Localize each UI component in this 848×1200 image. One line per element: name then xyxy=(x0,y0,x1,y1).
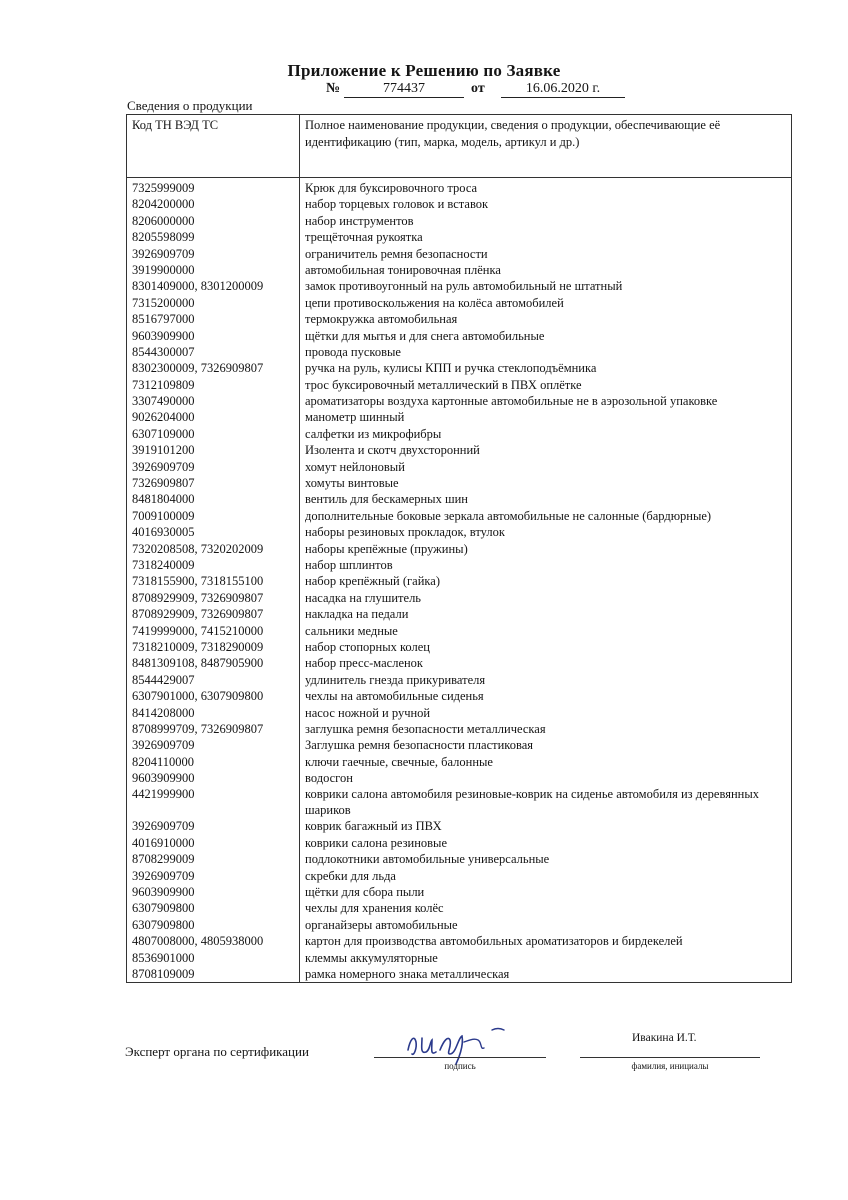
product-name: набор крепёжный (гайка) xyxy=(300,573,792,589)
product-name: водосгон xyxy=(300,770,792,786)
product-code: 8708299009 xyxy=(127,851,300,867)
product-name: хомуты винтовые xyxy=(300,475,792,491)
section-label: Сведения о продукции xyxy=(127,98,253,113)
product-code: 3919900000 xyxy=(127,262,300,278)
product-name: насадка на глушитель xyxy=(300,590,792,606)
product-name: набор инструментов xyxy=(300,213,792,229)
products-table xyxy=(126,114,792,983)
product-name: чехлы на автомобильные сиденья xyxy=(300,688,792,704)
table-row xyxy=(127,770,792,786)
product-name: цепи противоскольжения на колёса автомобилей xyxy=(300,295,792,311)
product-code: 7009100009 xyxy=(127,508,300,524)
product-code: 3926909709 xyxy=(127,737,300,753)
product-code: 7312109809 xyxy=(127,377,300,393)
table-row xyxy=(127,966,792,983)
product-code: 3926909709 xyxy=(127,459,300,475)
product-code: 8414208000 xyxy=(127,705,300,721)
product-code: 8205598099 xyxy=(127,229,300,245)
product-name: трос буксировочный металлический в ПВХ оплётке xyxy=(300,377,792,393)
number-sign: № xyxy=(326,81,341,96)
product-code: 7325999009 xyxy=(127,178,300,197)
product-name: набор стопорных колец xyxy=(300,639,792,655)
product-name: удлинитель гнезда прикуривателя xyxy=(300,672,792,688)
product-code: 8708109009 xyxy=(127,966,300,983)
table-row xyxy=(127,393,792,409)
table-row xyxy=(127,835,792,851)
table-row xyxy=(127,754,792,770)
product-name: набор шплинтов xyxy=(300,557,792,573)
table-row xyxy=(127,360,792,376)
table-row xyxy=(127,442,792,458)
product-name: вентиль для бескамерных шин xyxy=(300,491,792,507)
table-header-row xyxy=(127,115,792,178)
table-row xyxy=(127,491,792,507)
handwritten-signature xyxy=(400,1020,530,1066)
table-row xyxy=(127,655,792,671)
product-name: наборы крепёжные (пружины) xyxy=(300,541,792,557)
product-code: 3926909709 xyxy=(127,818,300,834)
table-row xyxy=(127,459,792,475)
table-row xyxy=(127,623,792,639)
table-row xyxy=(127,262,792,278)
product-code: 4807008000, 4805938000 xyxy=(127,933,300,949)
product-code: 8204110000 xyxy=(127,754,300,770)
product-code: 8481309108, 8487905900 xyxy=(127,655,300,671)
table-row xyxy=(127,377,792,393)
table-row xyxy=(127,900,792,916)
product-code: 8301409000, 8301200009 xyxy=(127,278,300,294)
product-code: 7320208508, 7320202009 xyxy=(127,541,300,557)
product-name: сальники медные xyxy=(300,623,792,639)
products-table-body xyxy=(127,178,792,983)
table-row xyxy=(127,573,792,589)
product-code: 3926909709 xyxy=(127,246,300,262)
table-row xyxy=(127,933,792,949)
table-row xyxy=(127,851,792,867)
product-name: салфетки из микрофибры xyxy=(300,426,792,442)
table-row xyxy=(127,786,792,818)
table-row xyxy=(127,868,792,884)
product-code: 8544300007 xyxy=(127,344,300,360)
product-name: заглушка ремня безопасности металлическая xyxy=(300,721,792,737)
application-number: 774437 xyxy=(344,81,464,98)
table-row xyxy=(127,688,792,704)
table-row xyxy=(127,229,792,245)
table-row xyxy=(127,475,792,491)
product-code: 3307490000 xyxy=(127,393,300,409)
product-code: 3926909709 xyxy=(127,868,300,884)
table-row xyxy=(127,590,792,606)
product-code: 3919101200 xyxy=(127,442,300,458)
table-row xyxy=(127,917,792,933)
product-name: ручка на руль, кулисы КПП и ручка стеклоподъёмника xyxy=(300,360,792,376)
product-name: Изолента и скотч двухсторонний xyxy=(300,442,792,458)
table-row xyxy=(127,344,792,360)
product-code: 8544429007 xyxy=(127,672,300,688)
table-row xyxy=(127,639,792,655)
product-name: провода пусковые xyxy=(300,344,792,360)
product-code: 7318210009, 7318290009 xyxy=(127,639,300,655)
table-row xyxy=(127,196,792,212)
product-code: 8708929909, 7326909807 xyxy=(127,590,300,606)
product-name: термокружка автомобильная xyxy=(300,311,792,327)
product-name: щётки для сбора пыли xyxy=(300,884,792,900)
product-code: 9603909900 xyxy=(127,328,300,344)
product-name: клеммы аккумуляторные xyxy=(300,950,792,966)
signature-line xyxy=(374,1057,546,1058)
signature-caption: подпись xyxy=(444,1061,476,1071)
table-row xyxy=(127,213,792,229)
product-name: коврик багажный из ПВХ xyxy=(300,818,792,834)
product-name: накладка на педали xyxy=(300,606,792,622)
column-header-name: Полное наименование продукции, сведения о продукции, обеспечивающие её идентификацию (тип, марка, модель, артикул и др.) xyxy=(300,115,792,178)
product-code: 9026204000 xyxy=(127,409,300,425)
table-row xyxy=(127,524,792,540)
table-row xyxy=(127,409,792,425)
product-name: набор пресс-масленок xyxy=(300,655,792,671)
table-row xyxy=(127,295,792,311)
product-name: ароматизаторы воздуха картонные автомобильные не в аэрозольной упаковке xyxy=(300,393,792,409)
table-row xyxy=(127,721,792,737)
product-name: органайзеры автомобильные xyxy=(300,917,792,933)
column-header-code: Код ТН ВЭД ТС xyxy=(127,115,300,178)
table-row xyxy=(127,328,792,344)
table-row xyxy=(127,606,792,622)
product-code: 8302300009, 7326909807 xyxy=(127,360,300,376)
product-name: насос ножной и ручной xyxy=(300,705,792,721)
product-name: ключи гаечные, свечные, балонные xyxy=(300,754,792,770)
product-name: манометр шинный xyxy=(300,409,792,425)
product-name: рамка номерного знака металлическая xyxy=(300,966,792,983)
expert-label: Эксперт органа по сертификации xyxy=(125,1044,309,1059)
table-row xyxy=(127,246,792,262)
table-row xyxy=(127,884,792,900)
name-line xyxy=(580,1057,760,1058)
date-prefix: от xyxy=(471,81,485,96)
table-row xyxy=(127,541,792,557)
product-code: 6307109000 xyxy=(127,426,300,442)
product-code: 8708929909, 7326909807 xyxy=(127,606,300,622)
table-row xyxy=(127,311,792,327)
product-name: картон для производства автомобильных ароматизаторов и бирдекелей xyxy=(300,933,792,949)
product-code: 4421999900 xyxy=(127,786,300,818)
product-code: 7318155900, 7318155100 xyxy=(127,573,300,589)
table-row xyxy=(127,278,792,294)
table-row xyxy=(127,705,792,721)
product-code: 6307901000, 6307909800 xyxy=(127,688,300,704)
product-code: 8708999709, 7326909807 xyxy=(127,721,300,737)
product-name: хомут нейлоновый xyxy=(300,459,792,475)
product-code: 7326909807 xyxy=(127,475,300,491)
product-code: 6307909800 xyxy=(127,917,300,933)
product-code: 7419999000, 7415210000 xyxy=(127,623,300,639)
table-row xyxy=(127,950,792,966)
product-name: набор торцевых головок и вставок xyxy=(300,196,792,212)
product-code: 9603909900 xyxy=(127,884,300,900)
product-name: Заглушка ремня безопасности пластиковая xyxy=(300,737,792,753)
product-code: 8204200000 xyxy=(127,196,300,212)
table-row xyxy=(127,508,792,524)
product-name: коврики салона автомобиля резиновые-коврик на сиденье автомобиля из деревянных шариков xyxy=(300,786,792,818)
table-row xyxy=(127,818,792,834)
name-caption: фамилия, инициалы xyxy=(631,1061,709,1071)
product-name: коврики салона резиновые xyxy=(300,835,792,851)
document-date: 16.06.2020 г. xyxy=(501,81,625,98)
product-name: автомобильная тонировочная плёнка xyxy=(300,262,792,278)
product-name: наборы резиновых прокладок, втулок xyxy=(300,524,792,540)
product-name: щётки для мытья и для снега автомобильные xyxy=(300,328,792,344)
product-code: 8516797000 xyxy=(127,311,300,327)
product-name: трещёточная рукоятка xyxy=(300,229,792,245)
product-code: 8206000000 xyxy=(127,213,300,229)
product-name: скребки для льда xyxy=(300,868,792,884)
product-code: 4016910000 xyxy=(127,835,300,851)
table-row xyxy=(127,672,792,688)
product-name: подлокотники автомобильные универсальные xyxy=(300,851,792,867)
product-name: дополнительные боковые зеркала автомобильные не салонные (бардюрные) xyxy=(300,508,792,524)
product-name: Крюк для буксировочного троса xyxy=(300,178,792,197)
product-code: 9603909900 xyxy=(127,770,300,786)
table-row xyxy=(127,557,792,573)
product-code: 8481804000 xyxy=(127,491,300,507)
table-row xyxy=(127,178,792,197)
table-row xyxy=(127,426,792,442)
product-name: ограничитель ремня безопасности xyxy=(300,246,792,262)
product-name: чехлы для хранения колёс xyxy=(300,900,792,916)
product-code: 6307909800 xyxy=(127,900,300,916)
document-title: Приложение к Решению по Заявке xyxy=(287,61,561,80)
product-code: 8536901000 xyxy=(127,950,300,966)
product-code: 4016930005 xyxy=(127,524,300,540)
product-name: замок противоугонный на руль автомобильный не штатный xyxy=(300,278,792,294)
product-code: 7318240009 xyxy=(127,557,300,573)
product-code: 7315200000 xyxy=(127,295,300,311)
expert-name: Ивакина И.Т. xyxy=(632,1032,697,1044)
table-row xyxy=(127,737,792,753)
